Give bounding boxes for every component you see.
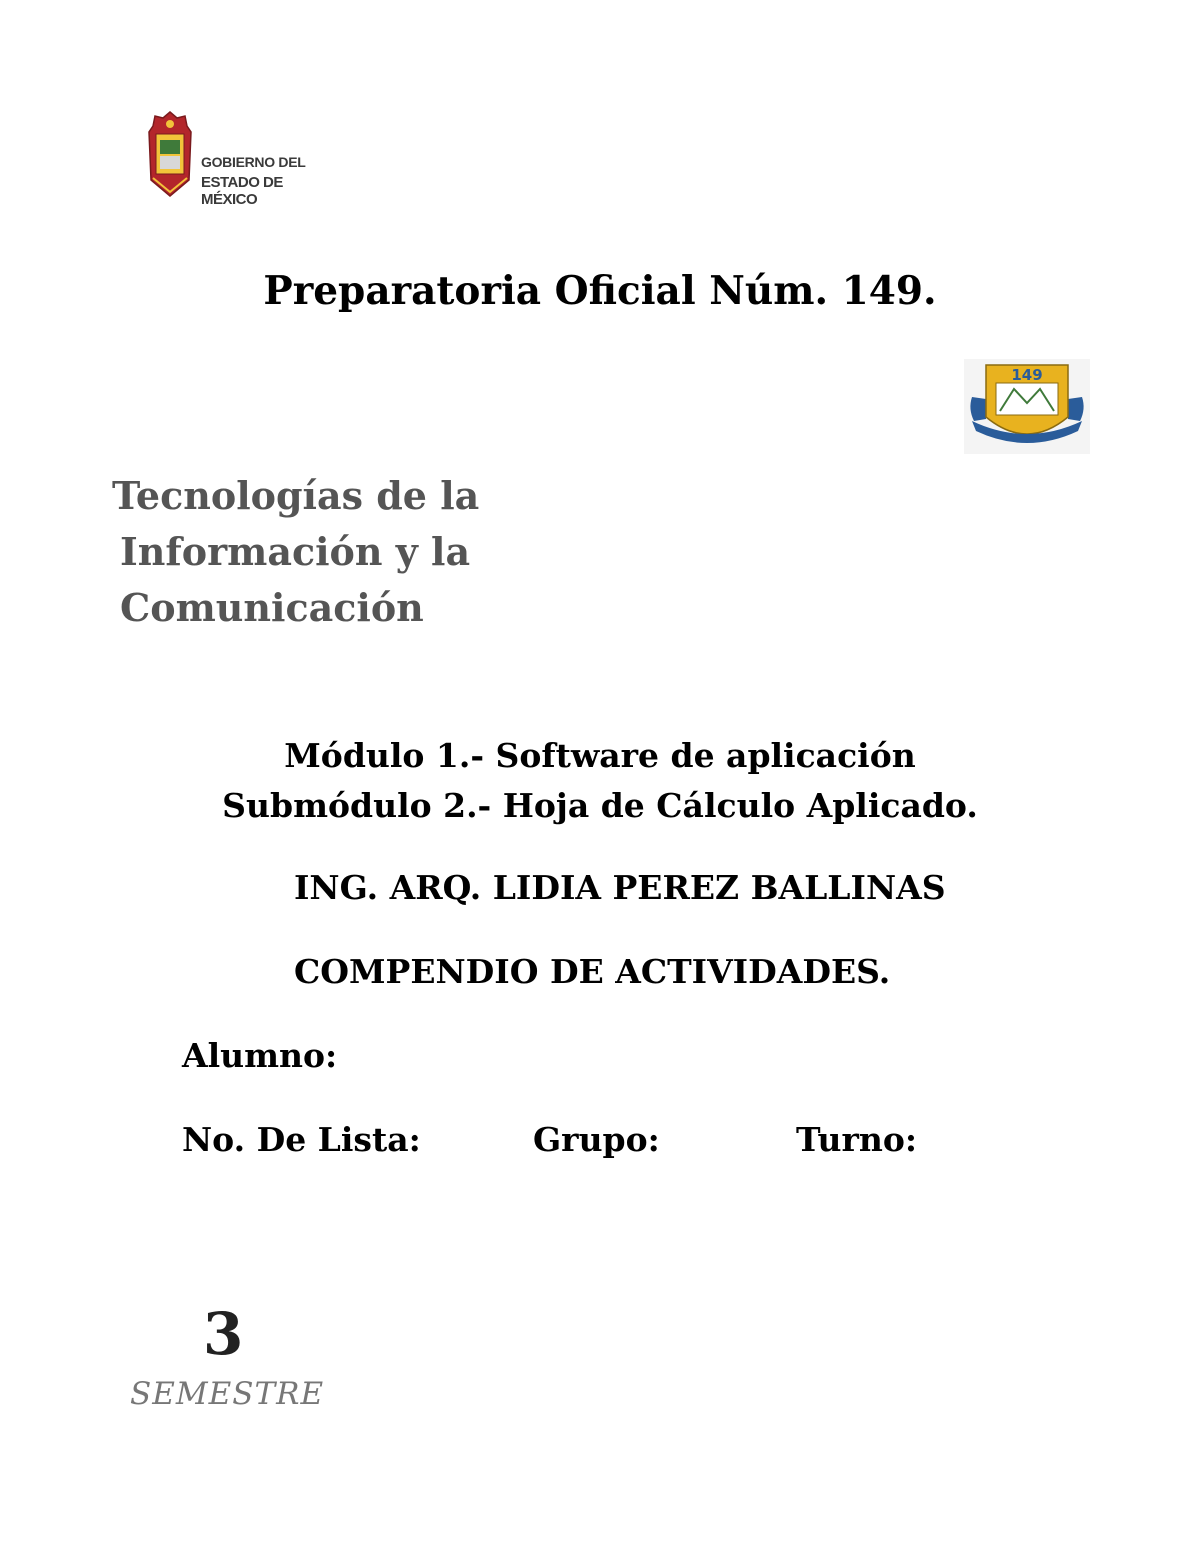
compendium-title: COMPENDIO DE ACTIVIDADES.: [294, 952, 891, 991]
subject-line-3: Comunicación: [120, 585, 424, 630]
school-logo: [964, 359, 1090, 454]
gov-logo-line1: GOBIERNO DEL: [201, 154, 306, 170]
shift-label: Turno:: [796, 1120, 918, 1159]
semester-label: SEMESTRE: [130, 1376, 325, 1412]
government-logo: [147, 108, 337, 208]
student-name-label: Alumno:: [182, 1036, 338, 1075]
subject-line-1: Tecnologías de la: [112, 473, 480, 518]
semester-number: 3: [203, 1300, 244, 1368]
coat-of-arms-icon: [147, 110, 193, 198]
subject-line-2: Información y la: [120, 529, 471, 574]
submodule-title: Submódulo 2.- Hoja de Cálculo Aplicado.: [222, 786, 978, 825]
subject-title: [112, 468, 479, 636]
gov-logo-line2: ESTADO DE MÉXICO: [201, 174, 283, 208]
group-label: Grupo:: [533, 1120, 660, 1159]
school-shield-icon: [964, 359, 1090, 454]
school-title: Preparatoria Oficial Núm. 149.: [263, 268, 937, 314]
list-number-label: No. De Lista:: [182, 1120, 421, 1159]
school-logo-number: 149: [1011, 366, 1043, 384]
module-title: Módulo 1.- Software de aplicación: [284, 736, 916, 775]
teacher-name: ING. ARQ. LIDIA PEREZ BALLINAS: [294, 868, 946, 907]
